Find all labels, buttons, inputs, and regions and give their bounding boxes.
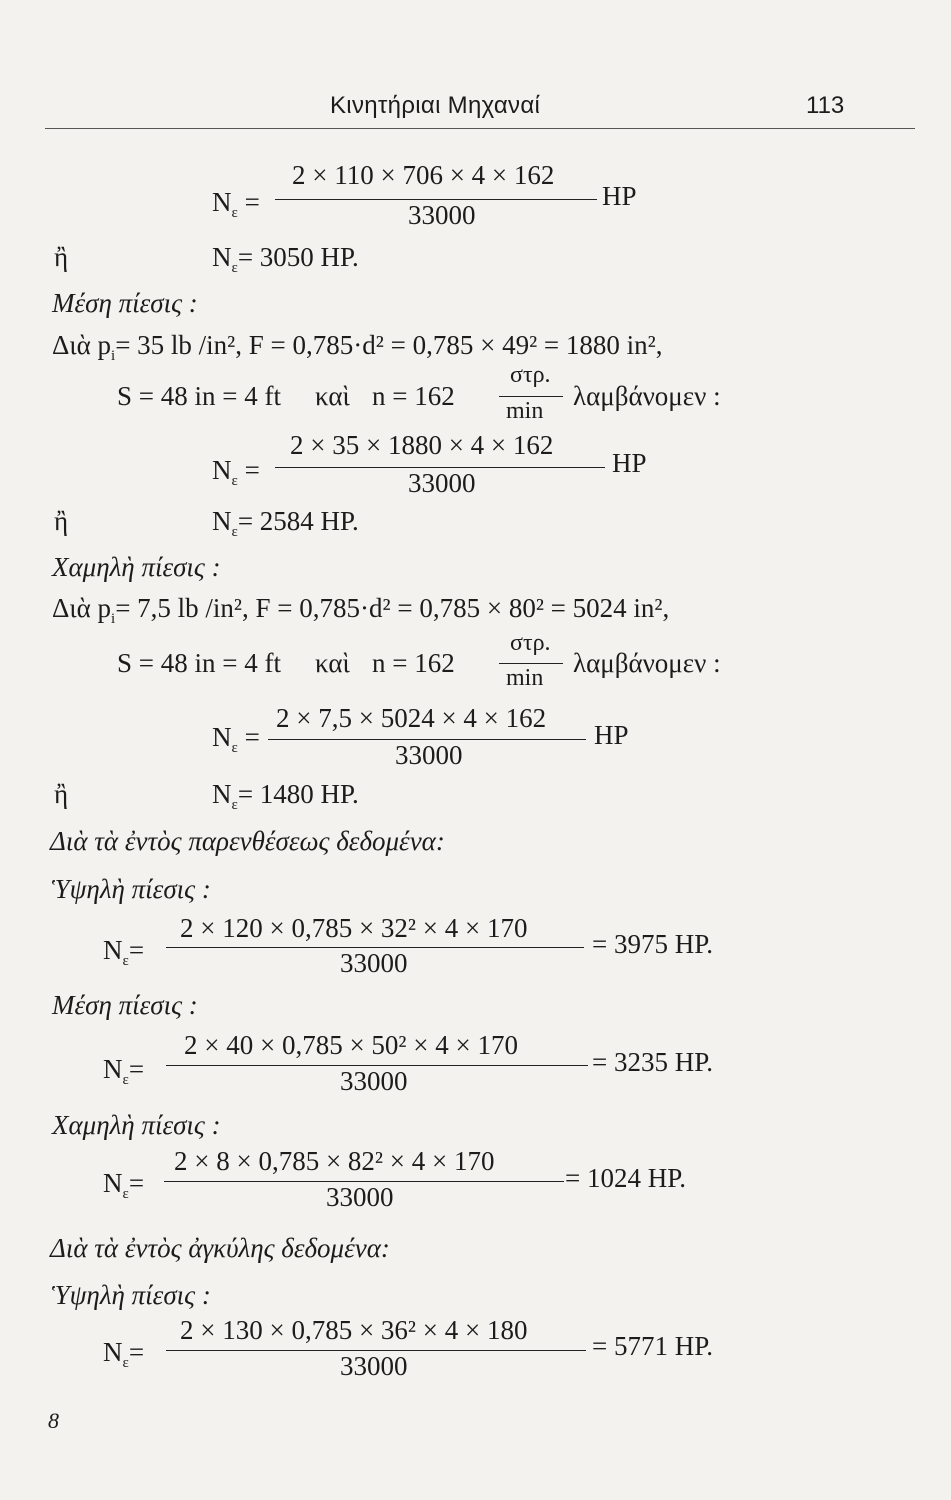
- given-low-rev-bar: [499, 663, 563, 664]
- given-medium-tail: λαμβάνομεν :: [573, 381, 721, 411]
- bracket-high-numerator: 2 × 130 × 0,785 × 36² × 4 × 180: [180, 1315, 528, 1345]
- res2-prefix: ἢ: [54, 506, 69, 536]
- given-medium-and: καὶ: [315, 381, 350, 411]
- paren-medium-lhs: $N_\varepsilon=$: [103, 1054, 145, 1088]
- page-number: 113: [806, 92, 845, 119]
- paren-high-result: = 3975 HP.: [592, 929, 713, 959]
- given-low-rev-unit: στρ.: [510, 630, 551, 656]
- section-heading-paren: Διὰ τὰ ἐντὸς παρενθέσεως δεδομένα:: [50, 826, 445, 856]
- given-low-tail: λαμβάνομεν :: [573, 648, 721, 678]
- eq3-numerator: 2 × 7,5 × 5024 × 4 × 162: [276, 703, 547, 733]
- paren-high-denominator: 33000: [340, 948, 408, 978]
- section-heading-medium: Μέση πίεσις :: [52, 288, 198, 318]
- given-medium-rev-bar: [499, 396, 563, 397]
- eq1-lhs: $N_\varepsilon$ =: [212, 187, 260, 221]
- bracket-high-heading: Ὑψηλὴ πίεσις :: [52, 1280, 211, 1310]
- res3-prefix: ἢ: [54, 779, 69, 809]
- eq3-lhs: $N_\varepsilon$ =: [212, 722, 260, 756]
- bracket-high-denominator: 33000: [340, 1351, 408, 1381]
- eq2-unit: HP: [612, 448, 647, 478]
- given-low-stroke: S = 48 in = 4 ft: [117, 648, 281, 678]
- eq2-denominator: 33000: [408, 468, 476, 498]
- given-medium-stroke: S = 48 in = 4 ft: [117, 381, 281, 411]
- paren-medium-heading: Μέση πίεσις :: [52, 990, 198, 1020]
- given-medium-line1: Διὰ $p_i= 35$ lb /in², F = 0,785·d² = 0,785 × 49² = 1880 in²,: [52, 330, 663, 364]
- given-low-line1: Διὰ $p_i= 7,5$ lb /in², F = 0,785·d² = 0,785 × 80² = 5024 in²,: [52, 593, 670, 627]
- eq2-numerator: 2 × 35 × 1880 × 4 × 162: [290, 430, 554, 460]
- section-heading-bracket: Διὰ τὰ ἐντὸς ἀγκύλης δεδομένα:: [50, 1233, 390, 1263]
- printer-signature-mark: 8: [48, 1408, 59, 1433]
- res1-prefix: ἢ: [54, 242, 69, 272]
- eq1-numerator: 2 × 110 × 706 × 4 × 162: [292, 160, 555, 190]
- section-heading-low: Χαμηλὴ πίεσις :: [52, 552, 221, 582]
- paren-low-denominator: 33000: [326, 1182, 394, 1212]
- paren-medium-numerator: 2 × 40 × 0,785 × 50² × 4 × 170: [184, 1030, 518, 1060]
- paren-high-lhs: $N_\varepsilon=$: [103, 935, 145, 969]
- res3-value: $N_\varepsilon= 1480$ HP.: [212, 779, 359, 813]
- eq3-unit: HP: [594, 720, 629, 750]
- given-medium-rev-unit: στρ.: [510, 362, 551, 388]
- running-header-title: Κινητήριαι Μηχαναί: [330, 92, 541, 119]
- eq1-denominator: 33000: [408, 200, 476, 230]
- eq3-denominator: 33000: [395, 740, 463, 770]
- res2-value: $N_\varepsilon= 2584$ HP.: [212, 506, 359, 540]
- eq2-lhs: $N_\varepsilon$ =: [212, 455, 260, 489]
- paren-high-heading: Ὑψηλὴ πίεσις :: [52, 874, 211, 904]
- paren-medium-denominator: 33000: [340, 1066, 408, 1096]
- paren-high-numerator: 2 × 120 × 0,785 × 32² × 4 × 170: [180, 913, 528, 943]
- given-medium-min-unit: min: [506, 398, 544, 424]
- given-medium-speed: n = 162: [372, 381, 455, 411]
- given-low-and: καὶ: [315, 648, 350, 678]
- header-rule: [45, 128, 915, 129]
- res1-value: $N_\varepsilon= 3050$ HP.: [212, 242, 359, 276]
- paren-medium-result: = 3235 HP.: [592, 1047, 713, 1077]
- paren-low-lhs: $N_\varepsilon=$: [103, 1168, 145, 1202]
- bracket-high-result: = 5771 HP.: [592, 1331, 713, 1361]
- given-low-min-unit: min: [506, 665, 544, 691]
- paren-low-heading: Χαμηλὴ πίεσις :: [52, 1110, 221, 1140]
- eq1-unit: HP: [602, 181, 637, 211]
- given-low-speed: n = 162: [372, 648, 455, 678]
- paren-low-numerator: 2 × 8 × 0,785 × 82² × 4 × 170: [174, 1146, 495, 1176]
- paren-low-result: = 1024 HP.: [565, 1163, 686, 1193]
- bracket-high-lhs: $N_\varepsilon=$: [103, 1337, 145, 1371]
